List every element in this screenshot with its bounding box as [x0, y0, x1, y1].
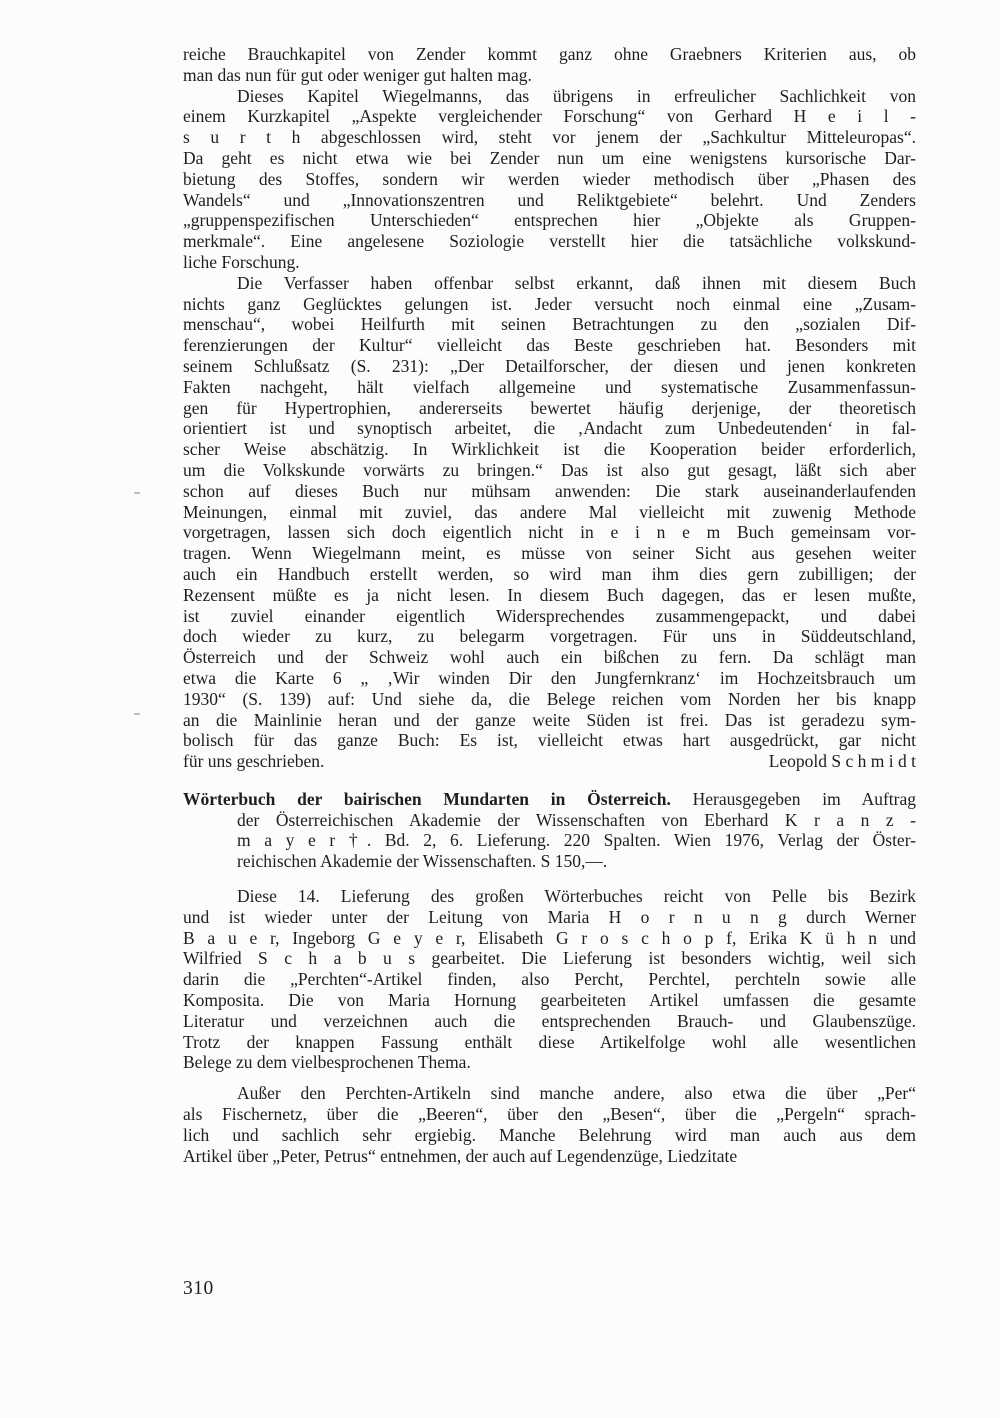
text-line: B a u e r, Ingeborg G e y e r, Elisabeth G r o s c h o p f, Erika K ü h n und — [183, 927, 916, 948]
text-line: Artikel über „Peter, Petrus“ entnehmen, der auch auf Legendenzüge, Liedzitate — [183, 1145, 738, 1166]
text-line: der Österreichischen Akademie der Wissenschaften von Eberhard K r a n z - — [237, 809, 916, 830]
text-line: liche Forschung. — [183, 251, 300, 272]
text-line: um die Volkskunde vorwärts zu bringen.“ Das ist also gut gesagt, läßt sich aber — [183, 459, 916, 480]
page-number: 310 — [183, 1278, 214, 1299]
text-line: einem Kurzkapitel „Aspekte vergleichender Forschung“ von Gerhard H e i l - — [183, 106, 916, 127]
text-line: an die Mainlinie heran und der ganze weite Süden ist frei. Das ist geradezu sym- — [183, 709, 916, 730]
text-line: reichischen Akademie der Wissenschaften. S 150,—. — [237, 851, 608, 872]
text-line: Die Verfasser haben offenbar selbst erkannt, daß ihnen mit diesem Buch — [237, 272, 916, 293]
text-line: seinem Schlußsatz (S. 231): „Der Detailforscher, der diesen und jenen konkreten — [183, 355, 916, 376]
text-line: bolisch für das ganze Buch: Es ist, vielleicht etwas hart ausgedrückt, gar nicht — [183, 730, 916, 751]
text-line: Rezensent müßte es ja nicht lesen. In diesem Buch dagegen, das er lesen mußte, — [183, 584, 916, 605]
text-line — [183, 789, 916, 810]
text-line: Meinungen, einmal mit zuviel, das andere Mal vielleicht mit zuwenig Methode — [183, 501, 916, 522]
text-line: vorgetragen, lassen sich doch eigentlich nicht in e i n e m Buch gemeinsam vor- — [183, 522, 916, 543]
text-line: schon auf dieses Buch nur mühsam anwenden: Die stark auseinanderlaufenden — [183, 480, 916, 501]
text-line: orientiert ist und synoptisch arbeitet, die ‚Andacht zum Unbedeutenden‘ in fal- — [183, 418, 916, 439]
text-line: tragen. Wenn Wiegelmann meint, es müsse von seiner Sicht aus gesehen weiter — [183, 543, 916, 564]
text-line: Belege zu dem vielbesprochenen Thema. — [183, 1052, 471, 1073]
text-line: Diese 14. Lieferung des großen Wörterbuches reicht von Pelle bis Bezirk — [237, 886, 916, 907]
text-line: scher Weise abschätzig. In Wirklichkeit ist die Kooperation beider erforderlich, — [183, 439, 916, 460]
text-line — [183, 751, 916, 772]
text-line: als Fischernetz, über die „Beeren“, über den „Besen“, über die „Pergeln“ sprach- — [183, 1104, 916, 1125]
text-column — [183, 44, 916, 1166]
text-line: merkmale“. Eine angelesene Soziologie verstellt hier die tatsächliche volkskund- — [183, 231, 916, 252]
text-line: „gruppenspezifischen Unterschieden“ entsprechen hier „Objekte als Gruppen- — [183, 210, 916, 231]
text-line: Trotz der knappen Fassung enthält diese Artikelfolge wohl alle wesentlichen — [183, 1031, 916, 1052]
text-line: Wilfried S c h a b u s gearbeitet. Die Lieferung ist besonders wichtig, weil sich — [183, 948, 916, 969]
text-line: man das nun für gut oder weniger gut halten mag. — [183, 64, 532, 85]
text-line: ist zuviel einander eigentlich Widersprechendes zusammengepackt, und dabei — [183, 605, 916, 626]
text-line: auch ein Handbuch erstellt werden, so wird man ihm dies gern zubilligen; der — [183, 563, 916, 584]
entry-title: Wörterbuch der bairischen Mundarten in Österreich. — [183, 788, 671, 809]
text-line: bietung des Stoffes, sondern wir werden wieder methodisch über „Phasen des — [183, 168, 916, 189]
text-line: s u r t h abgeschlossen wird, steht vor jenem der „Sachkultur Mitteleuropas“. — [183, 127, 916, 148]
text-line: Dieses Kapitel Wiegelmanns, das übrigens in erfreulicher Sachlichkeit von — [237, 85, 916, 106]
text-line: gen für Hypertrophien, andererseits bewertet häufig derjenige, der theoretisch — [183, 397, 916, 418]
text-line: m a y e r †. Bd. 2, 6. Lieferung. 220 Spalten. Wien 1976, Verlag der Öster- — [237, 830, 916, 851]
text-line: menschau“, wobei Heilfurth mit seinen Betrachtungen zu den „sozialen Dif- — [183, 314, 916, 335]
text-line: doch wieder zu kurz, zu belegarm vorgetragen. Für uns in Süddeutschland, — [183, 626, 916, 647]
text-line: und ist wieder unter der Leitung von Maria H o r n u n g durch Werner — [183, 906, 916, 927]
text-line: Außer den Perchten-Artikeln sind manche andere, also etwa die über „Per“ — [237, 1083, 916, 1104]
text-line: Da geht es nicht etwa wie bei Zender nun um eine wenigstens kursorische Dar- — [183, 147, 916, 168]
text-line: reiche Brauchkapitel von Zender kommt ganz ohne Graebners Kriterien aus, ob — [183, 44, 916, 64]
entry-text: Herausgegeben im Auftrag — [670, 788, 917, 809]
text-line: darin die „Perchten“-Artikel finden, also Percht, Perchtel, perchteln sowie alle — [183, 969, 916, 990]
text-line: etwa die Karte 6 „ ‚Wir winden Dir den Jungfernkranz‘ im Hochzeitsbrauch um — [183, 667, 916, 688]
margin-mark — [134, 492, 140, 494]
text-line: lich und sachlich sehr ergiebig. Manche Belehrung wird man auch aus dem — [183, 1124, 916, 1145]
text-line: nichts ganz Geglücktes gelungen ist. Jeder versucht noch einmal eine „Zusam- — [183, 293, 916, 314]
author-signature: Leopold S c h m i d t — [768, 751, 916, 772]
text-line: Fakten nachgeht, hält vielfach allgemeine und systematische Zusammenfassun- — [183, 376, 916, 397]
text-line: Wandels“ und „Innovationszentren und Reliktgebiete“ belehrt. Und Zenders — [183, 189, 916, 210]
paragraph-end-text: für uns geschrieben. — [183, 751, 325, 772]
text-line: Literatur und verzeichnen auch die entsprechenden Brauch- und Glaubenszüge. — [183, 1010, 916, 1031]
text-line: Komposita. Die von Maria Hornung gearbeiteten Artikel umfassen die gesamte — [183, 990, 916, 1011]
text-line: 1930“ (S. 139) auf: Und siehe da, die Belege reichen vom Norden her bis knapp — [183, 688, 916, 709]
text-line: Österreich und der Schweiz wohl auch ein bißchen zu fern. Da schlägt man — [183, 647, 916, 668]
margin-mark — [134, 713, 140, 715]
text-line: ferenzierungen der Kultur“ vielleicht das Beste geschrieben hat. Besonders mit — [183, 335, 916, 356]
